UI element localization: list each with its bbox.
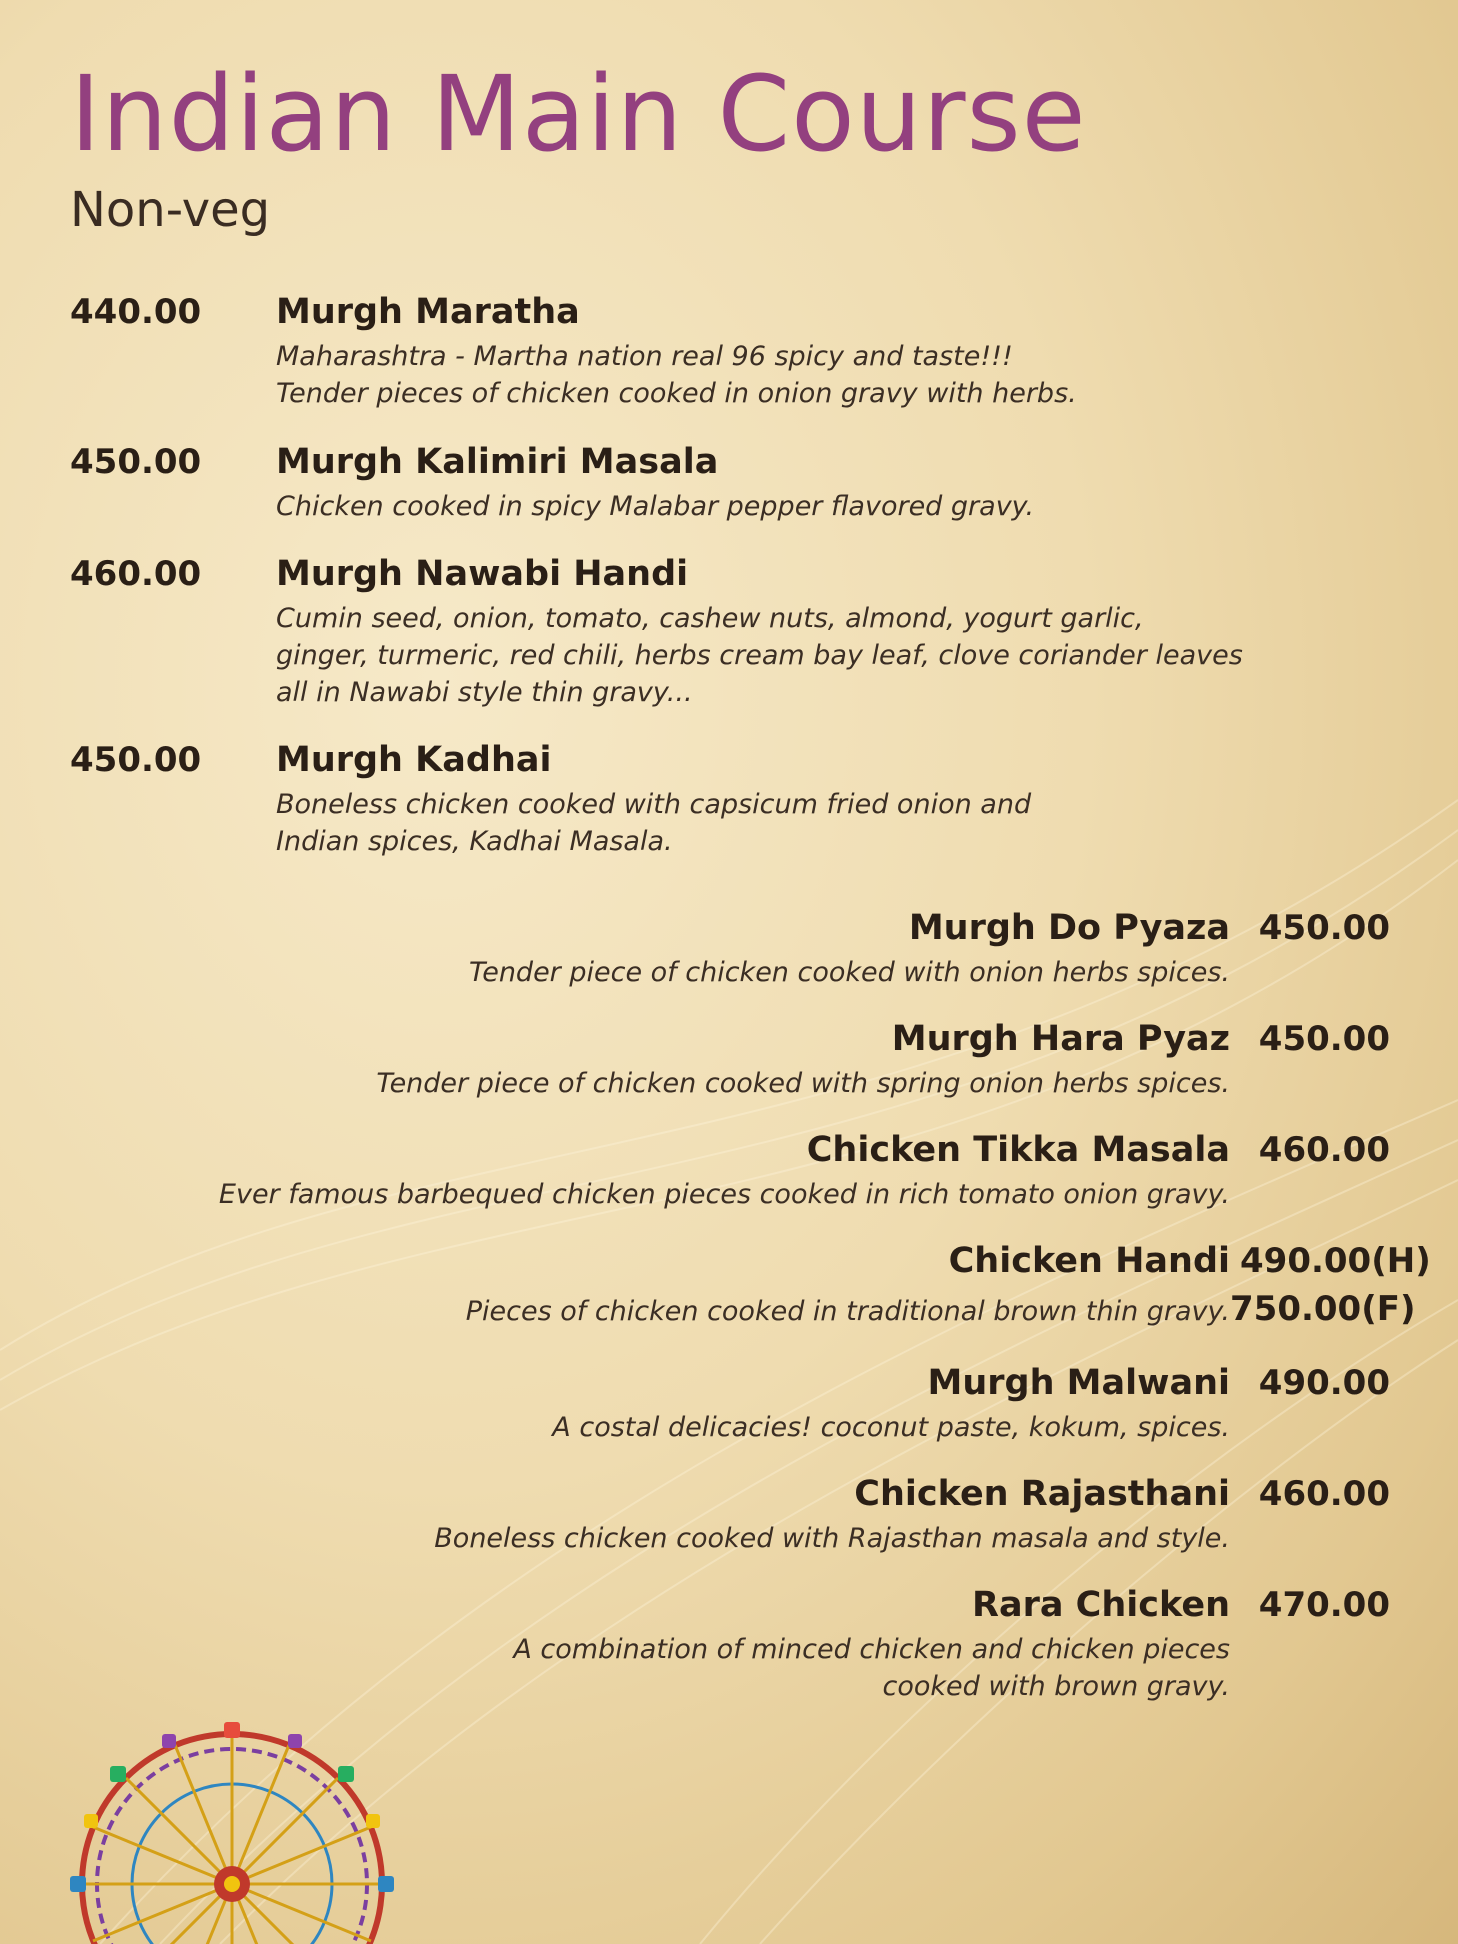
- item-description: Tender piece of chicken cooked with onion herbs spices.: [469, 957, 1230, 988]
- item-description: Tender piece of chicken cooked with spring onion herbs spices.: [376, 1068, 1230, 1099]
- item-name: Murgh Do Pyaza: [908, 908, 1230, 948]
- item-name: Rara Chicken: [972, 1585, 1230, 1625]
- item-description: Maharashtra - Martha nation real 96 spicy and taste!!! Tender pieces of chicken cooked in onion gravy with herbs.: [276, 341, 1077, 409]
- item-name: Chicken Handi: [948, 1241, 1230, 1281]
- item-name: Murgh Kadhai: [276, 740, 552, 780]
- item-price: 470.00: [1258, 1585, 1390, 1625]
- item-price: 460.00: [70, 554, 202, 594]
- item-name: Chicken Tikka Masala: [806, 1130, 1230, 1170]
- item-price-full: 750.00(F): [1230, 1289, 1416, 1329]
- item-description: Ever famous barbequed chicken pieces cooked in rich tomato onion gravy.: [218, 1179, 1230, 1210]
- item-description: Chicken cooked in spicy Malabar pepper flavored gravy.: [276, 491, 1035, 522]
- item-name: Chicken Rajasthani: [854, 1474, 1230, 1514]
- item-price: 450.00: [1258, 908, 1390, 948]
- page-subtitle: Non-veg: [70, 182, 271, 238]
- item-name: Murgh Malwani: [927, 1363, 1230, 1403]
- item-description: Cumin seed, onion, tomato, cashew nuts, almond, yogurt garlic, ginger, turmeric, red chili, herbs cream bay leaf, clove coriander leaves all in Nawabi style thin gravy...: [276, 603, 1243, 708]
- item-price: 460.00: [1258, 1130, 1390, 1170]
- item-price: 450.00: [70, 442, 202, 482]
- item-price: 450.00: [1258, 1019, 1390, 1059]
- item-price: 450.00: [70, 740, 202, 780]
- item-price: 440.00: [70, 292, 202, 332]
- item-name: Murgh Hara Pyaz: [891, 1019, 1230, 1059]
- item-price: 490.00: [1258, 1363, 1390, 1403]
- item-name: Murgh Nawabi Handi: [276, 554, 689, 594]
- item-description: Boneless chicken cooked with Rajasthan masala and style.: [434, 1523, 1230, 1554]
- item-description: Boneless chicken cooked with capsicum fried onion and Indian spices, Kadhai Masala.: [276, 789, 1032, 857]
- item-price-half: 490.00(H): [1240, 1241, 1431, 1281]
- item-description: Pieces of chicken cooked in traditional brown thin gravy.: [465, 1296, 1230, 1327]
- item-name: Murgh Maratha: [276, 292, 580, 332]
- item-price: 460.00: [1258, 1474, 1390, 1514]
- item-description: A costal delicacies! coconut paste, kokum, spices.: [552, 1412, 1230, 1443]
- page-title: Indian Main Course: [70, 53, 1087, 175]
- item-name: Murgh Kalimiri Masala: [276, 442, 719, 482]
- item-description: A combination of minced chicken and chicken pieces cooked with brown gravy.: [513, 1634, 1230, 1702]
- ferris-wheel-icon: [64, 1712, 404, 1944]
